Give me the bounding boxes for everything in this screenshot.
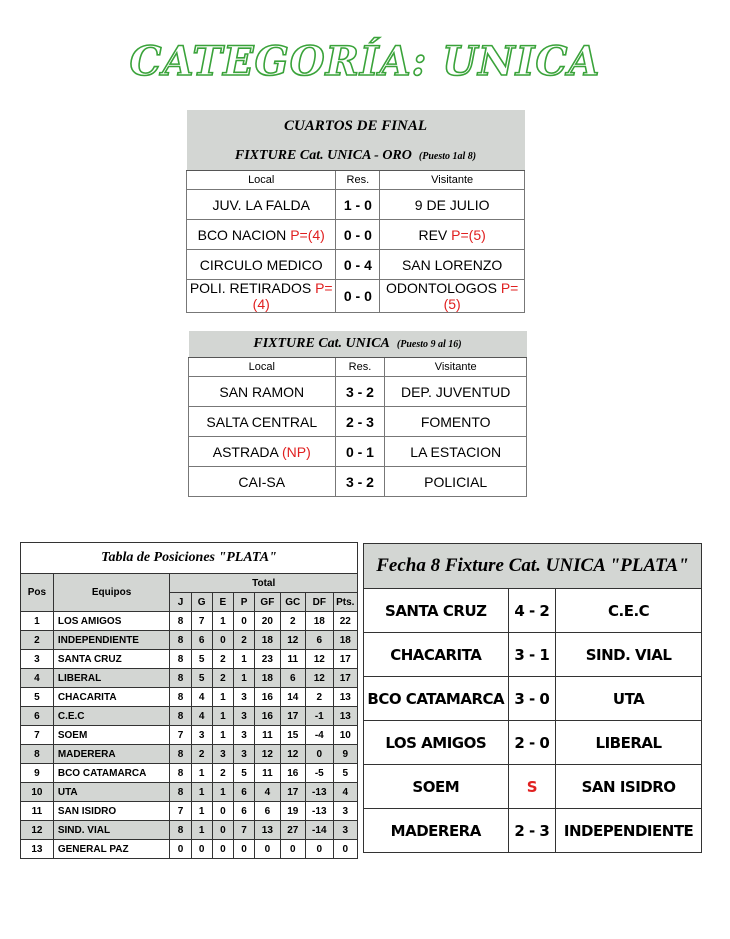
no-show-note: (NP)	[282, 443, 311, 460]
stat-cell: 18	[306, 612, 334, 631]
stat-cell: -13	[306, 802, 334, 821]
stat-cell: 1	[233, 650, 254, 669]
match-result: 0 - 0	[336, 220, 380, 250]
stat-cell: 18	[255, 631, 280, 650]
match-row	[364, 677, 702, 721]
position: 13	[21, 840, 54, 859]
quarterfinals-subtitle: FIXTURE Cat. UNICA - ORO (Puesto 1al 8)	[187, 142, 525, 171]
match-result: 0 - 0	[336, 280, 380, 313]
stat-cell: 2	[280, 612, 305, 631]
stat-cell: 6	[280, 669, 305, 688]
match-row	[364, 721, 702, 765]
local-team: CAI-SA	[189, 467, 336, 497]
stat-cell: 3	[212, 745, 233, 764]
standings-row	[21, 745, 358, 764]
stat-cell: 0	[233, 612, 254, 631]
stat-cell: 6	[191, 631, 212, 650]
places-9-16-subtitle: FIXTURE Cat. UNICA (Puesto 9 al 16)	[189, 331, 527, 358]
col-pos: Pos	[21, 574, 54, 612]
stat-cell: 1	[191, 764, 212, 783]
visit-team: POLICIAL	[385, 467, 527, 497]
stat-cell: 8	[170, 669, 191, 688]
stat-cell: 2	[212, 650, 233, 669]
match-result: 1 - 0	[336, 190, 380, 220]
stat-cell: 0	[212, 840, 233, 859]
stat-cell: 1	[212, 612, 233, 631]
match-result: 3 - 2	[335, 467, 385, 497]
local-team: POLI. RETIRADOS P=(4)	[187, 280, 336, 313]
stat-cell: 8	[170, 745, 191, 764]
stat-col-header: G	[191, 593, 212, 612]
match-row	[189, 377, 527, 407]
match-row	[364, 765, 702, 809]
match-result: 2 - 3	[508, 809, 556, 853]
stat-cell: 2	[191, 745, 212, 764]
stat-cell: 8	[170, 688, 191, 707]
stat-cell: 16	[280, 764, 305, 783]
standings-row	[21, 764, 358, 783]
match-result: 0 - 4	[336, 250, 380, 280]
standings-row	[21, 821, 358, 840]
away-team: C.E.C	[556, 589, 702, 633]
home-team: LOS AMIGOS	[364, 721, 509, 765]
match-result: S	[508, 765, 556, 809]
standings-row	[21, 840, 358, 859]
stat-cell: 8	[170, 612, 191, 631]
match-result: 2 - 0	[508, 721, 556, 765]
col-local: Local	[189, 358, 336, 377]
stat-cell: 8	[170, 783, 191, 802]
team-name: SAN ISIDRO	[53, 802, 170, 821]
home-team: SANTA CRUZ	[364, 589, 509, 633]
position: 4	[21, 669, 54, 688]
stat-cell: 0	[306, 840, 334, 859]
stat-cell: 12	[280, 745, 305, 764]
stat-cell: -13	[306, 783, 334, 802]
team-name: SIND. VIAL	[53, 821, 170, 840]
stat-cell: 5	[233, 764, 254, 783]
stat-cell: 4	[255, 783, 280, 802]
stat-cell: 3	[191, 726, 212, 745]
stat-cell: 2	[306, 688, 334, 707]
stat-cell: 2	[212, 669, 233, 688]
stat-col-header: GC	[280, 593, 305, 612]
stat-col-header: GF	[255, 593, 280, 612]
stat-cell: 7	[170, 726, 191, 745]
match-row	[189, 407, 527, 437]
stat-cell: 0	[255, 840, 280, 859]
stat-cell: 13	[255, 821, 280, 840]
penalty-note: P=(4)	[290, 226, 325, 243]
stat-cell: 7	[233, 821, 254, 840]
match-row	[187, 190, 525, 220]
stat-cell: 12	[280, 631, 305, 650]
stat-cell: 18	[255, 669, 280, 688]
stat-cell: 14	[280, 688, 305, 707]
stat-cell: 27	[280, 821, 305, 840]
stat-cell: 11	[255, 764, 280, 783]
stat-cell: 0	[233, 840, 254, 859]
position: 8	[21, 745, 54, 764]
stat-cell: 6	[233, 783, 254, 802]
stat-cell: 4	[191, 707, 212, 726]
away-team: LIBERAL	[556, 721, 702, 765]
home-team: BCO CATAMARCA	[364, 677, 509, 721]
position: 2	[21, 631, 54, 650]
stat-cell: 5	[191, 650, 212, 669]
stat-cell: -1	[306, 707, 334, 726]
home-team: MADERERA	[364, 809, 509, 853]
visit-team: DEP. JUVENTUD	[385, 377, 527, 407]
col-local: Local	[187, 171, 336, 190]
standings-table	[20, 542, 358, 859]
home-team: CHACARITA	[364, 633, 509, 677]
standings-row	[21, 707, 358, 726]
stat-cell: 1	[233, 669, 254, 688]
team-name: CHACARITA	[53, 688, 170, 707]
stat-cell: 17	[333, 650, 357, 669]
col-res: Res.	[335, 358, 385, 377]
position: 11	[21, 802, 54, 821]
team-name: C.E.C	[53, 707, 170, 726]
away-team: SAN ISIDRO	[556, 765, 702, 809]
stat-cell: 6	[255, 802, 280, 821]
stat-cell: 3	[233, 745, 254, 764]
stat-cell: -14	[306, 821, 334, 840]
local-team: BCO NACION P=(4)	[187, 220, 336, 250]
stat-cell: 13	[333, 688, 357, 707]
stat-cell: 1	[191, 802, 212, 821]
local-team: ASTRADA (NP)	[189, 437, 336, 467]
position: 9	[21, 764, 54, 783]
stat-cell: 0	[212, 821, 233, 840]
page-title: CATEGORÍA: UNICA	[129, 38, 601, 85]
col-team: Equipos	[53, 574, 170, 612]
penalty-note: P=(4)	[252, 280, 333, 312]
standings-row	[21, 612, 358, 631]
away-team: INDEPENDIENTE	[556, 809, 702, 853]
col-res: Res.	[336, 171, 380, 190]
places-9-16-table	[188, 331, 527, 497]
stat-cell: 11	[255, 726, 280, 745]
stat-col-header: P	[233, 593, 254, 612]
quarterfinals-title: CUARTOS DE FINAL	[187, 110, 525, 142]
position: 5	[21, 688, 54, 707]
stat-cell: 1	[191, 821, 212, 840]
stat-col-header: J	[170, 593, 191, 612]
stat-cell: 23	[255, 650, 280, 669]
match-row	[364, 809, 702, 853]
team-name: SANTA CRUZ	[53, 650, 170, 669]
match-result: 4 - 2	[508, 589, 556, 633]
stat-cell: 17	[280, 707, 305, 726]
standings-row	[21, 650, 358, 669]
team-name: MADERERA	[53, 745, 170, 764]
stat-cell: 8	[170, 821, 191, 840]
standings-title: Tabla de Posiciones "PLATA"	[21, 543, 358, 574]
match-row	[189, 467, 527, 497]
standings-row	[21, 726, 358, 745]
visit-team: ODONTOLOGOS P=(5)	[380, 280, 525, 313]
stat-cell: 0	[212, 631, 233, 650]
quarterfinals-table	[186, 110, 525, 313]
stat-cell: 6	[306, 631, 334, 650]
stat-cell: 12	[255, 745, 280, 764]
stat-cell: 20	[255, 612, 280, 631]
stat-cell: 1	[191, 783, 212, 802]
local-team: CIRCULO MEDICO	[187, 250, 336, 280]
match-row	[187, 250, 525, 280]
stat-cell: 8	[170, 650, 191, 669]
stat-cell: 3	[233, 707, 254, 726]
team-name: UTA	[53, 783, 170, 802]
stat-cell: 16	[255, 688, 280, 707]
home-team: SOEM	[364, 765, 509, 809]
match-result: 2 - 3	[335, 407, 385, 437]
penalty-note: P=(5)	[451, 226, 486, 243]
match-row	[364, 633, 702, 677]
match-result: 3 - 0	[508, 677, 556, 721]
local-team: JUV. LA FALDA	[187, 190, 336, 220]
stat-cell: 13	[333, 707, 357, 726]
standings-row	[21, 631, 358, 650]
team-name: LIBERAL	[53, 669, 170, 688]
match-row	[187, 220, 525, 250]
stat-col-header: DF	[306, 593, 334, 612]
stat-cell: 2	[212, 764, 233, 783]
position: 7	[21, 726, 54, 745]
stat-cell: 19	[280, 802, 305, 821]
stat-cell: 17	[333, 669, 357, 688]
match-result: 3 - 1	[508, 633, 556, 677]
stat-cell: 2	[233, 631, 254, 650]
standings-row	[21, 669, 358, 688]
stat-cell: 12	[306, 650, 334, 669]
stat-cell: 0	[333, 840, 357, 859]
stat-cell: 0	[212, 802, 233, 821]
position: 10	[21, 783, 54, 802]
stat-cell: 4	[333, 783, 357, 802]
stat-cell: 3	[233, 726, 254, 745]
stat-cell: 11	[280, 650, 305, 669]
penalty-note: P=(5)	[443, 280, 519, 312]
stat-cell: 16	[255, 707, 280, 726]
fecha8-table	[363, 543, 702, 853]
local-team: SAN RAMON	[189, 377, 336, 407]
stat-cell: 15	[280, 726, 305, 745]
away-team: SIND. VIAL	[556, 633, 702, 677]
position: 1	[21, 612, 54, 631]
stat-cell: 3	[333, 802, 357, 821]
team-name: LOS AMIGOS	[53, 612, 170, 631]
stat-cell: 17	[280, 783, 305, 802]
stat-cell: 1	[212, 783, 233, 802]
stat-cell: 0	[191, 840, 212, 859]
match-result: 0 - 1	[335, 437, 385, 467]
stat-col-header: E	[212, 593, 233, 612]
col-total: Total	[170, 574, 358, 593]
visit-team: SAN LORENZO	[380, 250, 525, 280]
stat-cell: 8	[170, 631, 191, 650]
standings-row	[21, 783, 358, 802]
away-team: UTA	[556, 677, 702, 721]
stat-cell: 6	[233, 802, 254, 821]
stat-cell: 12	[306, 669, 334, 688]
col-visit: Visitante	[385, 358, 527, 377]
stat-cell: 7	[191, 612, 212, 631]
local-team: SALTA CENTRAL	[189, 407, 336, 437]
position: 6	[21, 707, 54, 726]
col-visit: Visitante	[380, 171, 525, 190]
stat-cell: 22	[333, 612, 357, 631]
stat-cell: 3	[333, 821, 357, 840]
fecha8-title: Fecha 8 Fixture Cat. UNICA "PLATA"	[364, 544, 702, 589]
stat-cell: 1	[212, 688, 233, 707]
visit-team: REV P=(5)	[380, 220, 525, 250]
visit-team: FOMENTO	[385, 407, 527, 437]
visit-team: 9 DE JULIO	[380, 190, 525, 220]
standings-row	[21, 688, 358, 707]
team-name: BCO CATAMARCA	[53, 764, 170, 783]
team-name: INDEPENDIENTE	[53, 631, 170, 650]
stat-cell: -4	[306, 726, 334, 745]
visit-team: LA ESTACION	[385, 437, 527, 467]
stat-cell: 7	[170, 802, 191, 821]
stat-cell: 0	[170, 840, 191, 859]
team-name: GENERAL PAZ	[53, 840, 170, 859]
stat-cell: 0	[280, 840, 305, 859]
stat-cell: 18	[333, 631, 357, 650]
standings-row	[21, 802, 358, 821]
stat-cell: 0	[306, 745, 334, 764]
match-row	[364, 589, 702, 633]
stat-cell: 4	[191, 688, 212, 707]
team-name: SOEM	[53, 726, 170, 745]
position: 3	[21, 650, 54, 669]
match-row	[187, 280, 525, 313]
match-result: 3 - 2	[335, 377, 385, 407]
stat-cell: 9	[333, 745, 357, 764]
stat-cell: 10	[333, 726, 357, 745]
stat-cell: 5	[333, 764, 357, 783]
stat-cell: 8	[170, 764, 191, 783]
stat-col-header: Pts.	[333, 593, 357, 612]
stat-cell: 5	[191, 669, 212, 688]
stat-cell: 8	[170, 707, 191, 726]
position: 12	[21, 821, 54, 840]
stat-cell: -5	[306, 764, 334, 783]
stat-cell: 1	[212, 707, 233, 726]
stat-cell: 1	[212, 726, 233, 745]
match-row	[189, 437, 527, 467]
stat-cell: 3	[233, 688, 254, 707]
